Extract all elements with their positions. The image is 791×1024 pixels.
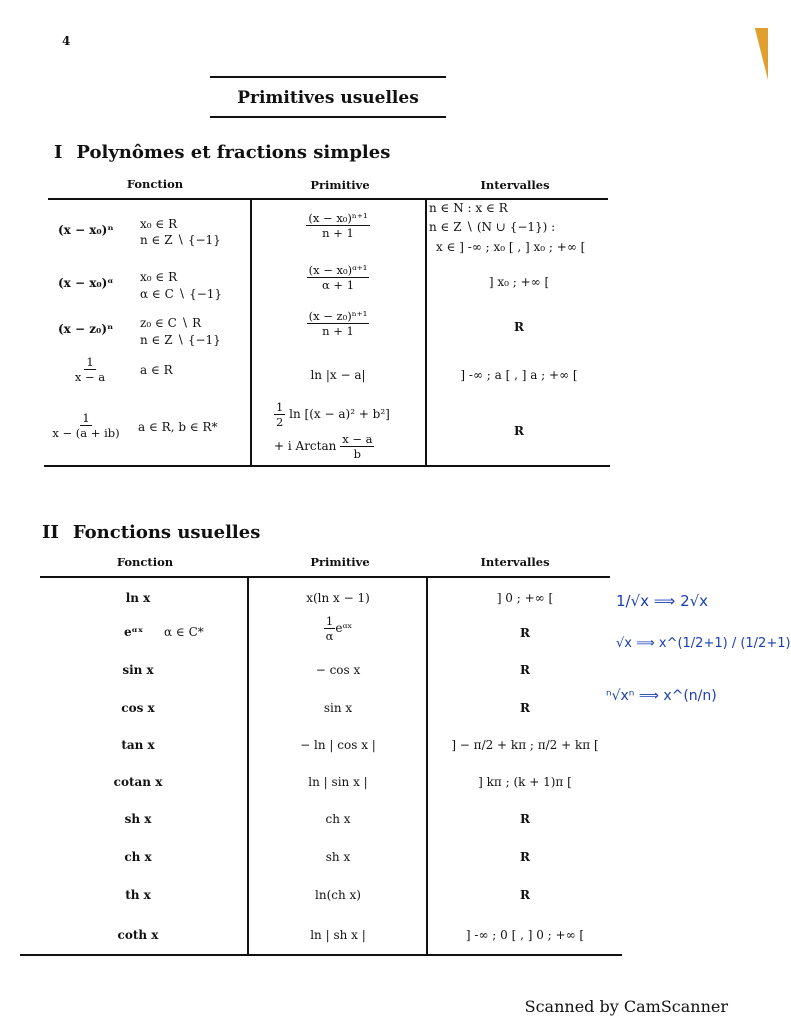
- handwritten-note-1: 1/√x ⟹ 2√x: [616, 592, 709, 610]
- s1-row5-prim-ln: ln [(x − a)² + b²]: [289, 407, 390, 421]
- s1-row5-func-num: 1: [82, 411, 90, 425]
- page-number: 4: [62, 34, 71, 48]
- s2-row2-prim-exp: eᵅˣ: [335, 621, 353, 635]
- s1-row5-interval: R: [514, 424, 524, 438]
- corner-tab: [746, 28, 768, 80]
- section2-number: II: [42, 522, 59, 543]
- section1-col-divider-2: [425, 198, 427, 466]
- s1-row3-interval: R: [514, 320, 524, 334]
- title-block: [210, 76, 446, 118]
- s1-row2-cond2: α ∈ C ∖ {−1}: [140, 287, 223, 301]
- s2-row6-primitive: ln | sin x |: [308, 775, 368, 789]
- s1-row4-func-num: 1: [86, 355, 94, 369]
- s1-row3-prim-den: n + 1: [322, 324, 354, 338]
- s1-row5-prim-arctan: + i Arctan: [274, 439, 337, 453]
- s1-row2-interval: ] x₀ ; +∞ [: [488, 275, 550, 289]
- section2-col-divider-1: [247, 576, 249, 954]
- s2-row8-interval: R: [520, 850, 530, 864]
- s2-row8-function: ch x: [124, 850, 152, 864]
- s1-row5-prim-arg-num: x − a: [342, 432, 373, 446]
- s2-row5-function: tan x: [121, 738, 155, 752]
- s2-row3-primitive: − cos x: [315, 663, 361, 677]
- s1-row1-prim-den: n + 1: [322, 226, 354, 240]
- s1-row1-interval3: x ∈ ] -∞ ; x₀ [ , ] x₀ ; +∞ [: [436, 240, 586, 254]
- s1-row1-primitive: [268, 211, 408, 240]
- section1-col-primitive: Primitive: [310, 178, 370, 192]
- s2-row6-interval: ] kπ ; (k + 1)π [: [478, 775, 572, 789]
- s1-row5-prim-half-den: 2: [276, 415, 284, 429]
- s1-row4-interval: ] -∞ ; a [ , ] a ; +∞ [: [460, 368, 578, 382]
- s2-row4-interval: R: [520, 701, 530, 715]
- section2-title: Fonctions usuelles: [72, 522, 261, 543]
- s1-row4-cond: a ∈ R: [140, 363, 173, 377]
- page-title: Primitives usuelles: [237, 88, 419, 108]
- s1-row3-primitive: [268, 309, 408, 338]
- s1-row1-cond1: x₀ ∈ R: [140, 217, 178, 231]
- s1-row3-cond1: z₀ ∈ C ∖ R: [140, 316, 202, 330]
- s1-row1-cond2: n ∈ Z ∖ {−1}: [140, 233, 221, 247]
- s2-row2-prim-den: α: [325, 629, 334, 643]
- s1-row3-function: (x − z₀)ⁿ: [58, 322, 114, 336]
- section2-bottom-rule: [20, 954, 622, 956]
- s1-row4-primitive: ln |x − a|: [310, 368, 366, 382]
- s2-row2-primitive: [268, 614, 408, 643]
- s1-row5-prim-arg-den: b: [353, 447, 362, 461]
- s1-row5-cond: a ∈ R, b ∈ R*: [138, 420, 218, 434]
- s1-row1-interval2: n ∈ Z ∖ (N ∪ {−1}) :: [429, 220, 556, 234]
- s2-row10-function: coth x: [117, 928, 159, 942]
- scanner-footer: Scanned by CamScanner: [524, 997, 728, 1016]
- section1-col-fonction: Fonction: [126, 177, 184, 191]
- s1-row4-function: [60, 355, 120, 384]
- s2-row1-interval: ] 0 ; +∞ [: [496, 591, 554, 605]
- s1-row5-primitive-line1: [274, 400, 390, 429]
- s1-row4-func-den: x − a: [74, 370, 106, 384]
- s2-row9-interval: R: [520, 888, 530, 902]
- section1-number: I: [54, 142, 63, 163]
- s2-row2-function: eᵅˣ: [124, 625, 144, 639]
- s2-row2-interval: R: [520, 626, 530, 640]
- s2-row10-interval: ] -∞ ; 0 [ , ] 0 ; +∞ [: [465, 928, 585, 942]
- s1-row1-function: (x − x₀)ⁿ: [58, 223, 114, 237]
- section1-header-rule: [48, 198, 608, 200]
- s1-row5-prim-half-num: 1: [276, 400, 284, 414]
- s2-row5-interval: ] − π/2 + kπ ; π/2 + kπ [: [451, 738, 599, 752]
- s1-row2-cond1: x₀ ∈ R: [140, 270, 178, 284]
- s1-row5-func-den: x − (a + ib): [52, 426, 120, 440]
- s1-row1-interval1: n ∈ N : x ∈ R: [429, 201, 508, 215]
- s1-row2-prim-den: α + 1: [321, 278, 355, 292]
- s1-row2-prim-num: (x − x₀)ᵅ⁺¹: [308, 263, 368, 277]
- section1-col-divider-1: [250, 198, 252, 466]
- section1-bottom-rule: [44, 465, 610, 467]
- s1-row3-cond2: n ∈ Z ∖ {−1}: [140, 333, 221, 347]
- s1-row5-primitive-line2: [274, 432, 374, 461]
- section1-title: Polynômes et fractions simples: [76, 142, 391, 163]
- s2-row2-prim-num: 1: [325, 614, 334, 628]
- section1-col-intervalles: Intervalles: [480, 178, 550, 192]
- handwritten-note-3: ⁿ√xⁿ ⟹ x^(n/n): [606, 688, 717, 704]
- s2-row5-primitive: − ln | cos x |: [300, 738, 376, 752]
- section2-col-primitive: Primitive: [310, 555, 370, 569]
- s2-row7-function: sh x: [124, 812, 152, 826]
- s2-row7-primitive: ch x: [325, 812, 351, 826]
- s2-row10-primitive: ln | sh x |: [310, 928, 366, 942]
- s2-row4-primitive: sin x: [323, 701, 353, 715]
- s1-row2-function: (x − x₀)ᵅ: [58, 276, 114, 290]
- section2-col-divider-2: [426, 576, 428, 954]
- s2-row1-primitive: x(ln x − 1): [306, 591, 370, 605]
- s2-row1-function: ln x: [125, 591, 151, 605]
- s1-row2-primitive: [268, 263, 408, 292]
- s2-row4-function: cos x: [121, 701, 155, 715]
- section2-heading: [42, 522, 260, 543]
- handwritten-note-2: √x ⟹ x^(1/2+1) / (1/2+1): [616, 636, 791, 651]
- s2-row9-primitive: ln(ch x): [315, 888, 361, 902]
- s2-row3-function: sin x: [122, 663, 154, 677]
- s2-row9-function: th x: [125, 888, 151, 902]
- s1-row5-function: [44, 411, 128, 440]
- s2-row7-interval: R: [520, 812, 530, 826]
- s2-row6-function: cotan x: [113, 775, 163, 789]
- section2-col-intervalles: Intervalles: [480, 555, 550, 569]
- s2-row2-cond: α ∈ C*: [164, 625, 204, 639]
- s1-row3-prim-num: (x − z₀)ⁿ⁺¹: [308, 309, 368, 323]
- s2-row8-primitive: sh x: [325, 850, 351, 864]
- section2-header-rule: [40, 576, 610, 578]
- s1-row1-prim-num: (x − x₀)ⁿ⁺¹: [308, 211, 368, 225]
- section1-heading: [54, 142, 390, 163]
- s2-row3-interval: R: [520, 663, 530, 677]
- section2-col-fonction: Fonction: [116, 555, 174, 569]
